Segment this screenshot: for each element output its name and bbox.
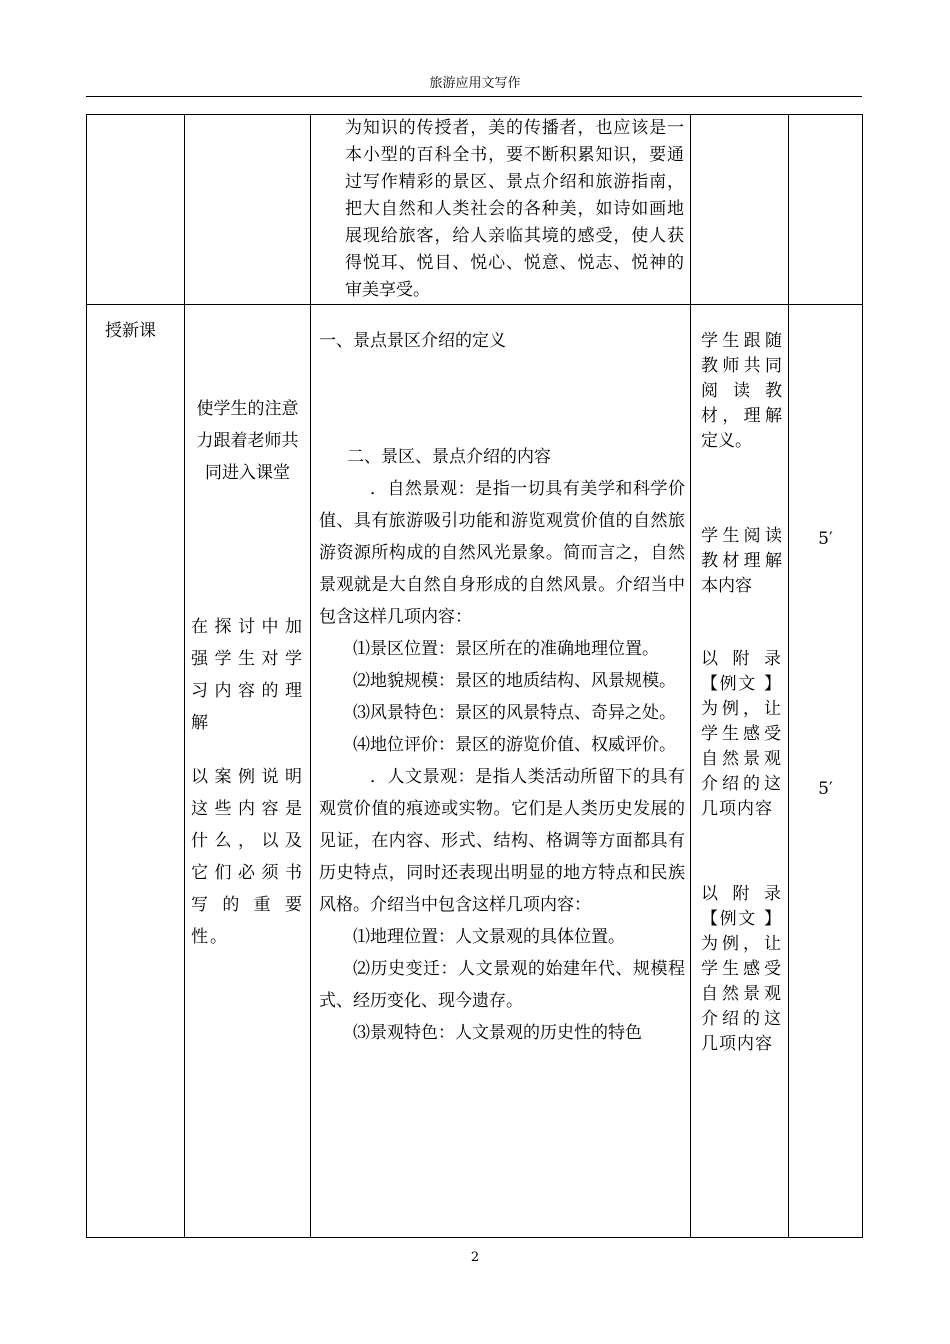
human-intro: ．人文景观：是指人类活动所留下的具有观赏价值的痕迹或实物。它们是人类历史发展的见证，在内容、形式、结构、格调等方面都具有历史特点，同时还表现出明显的地方特点和民族风格。介绍当中包含这样几项内容：: [319, 767, 685, 915]
table-row: [87, 305, 863, 1238]
activity-text: 学生跟随教师共同阅读教材，理解定义。: [701, 331, 782, 451]
section-heading: 一、景点景区介绍的定义: [319, 331, 506, 351]
time-cell: [789, 115, 863, 305]
list-item: ⑵历史变迁：人文景观的始建年代、规模程式、经历变化、现今遗存。: [319, 959, 685, 1011]
section-heading: 二、景区、景点介绍的内容: [347, 447, 551, 467]
goal-text: 在探讨中加强学生对学习内容的理解: [191, 617, 304, 733]
header-rule: [86, 96, 862, 97]
activity-cell: [691, 305, 789, 1238]
time-value: 5′: [818, 529, 833, 549]
content-cell: [311, 305, 691, 1238]
activity-text: 以附录【例文 】为例，让学生感受自然景观介绍的这几项内容: [701, 884, 782, 1054]
list-item: ⑷地位评价：景区的游览价值、权威评价。: [353, 735, 676, 755]
goal-text: 以案例说明这些内容是什么，以及它们必须书写的重要性。: [191, 767, 304, 947]
goal-text: 使学生的注意力跟着老师共同进入课堂: [196, 399, 299, 483]
list-item: ⑵地貌规模：景区的地质结构、风景规模。: [353, 671, 676, 691]
list-item: ⑴地理位置：人文景观的具体位置。: [353, 927, 625, 947]
list-item: ⑴景区位置：景区所在的准确地理位置。: [353, 639, 659, 659]
stage-label: 授新课: [105, 321, 156, 341]
time-cell: [789, 305, 863, 1238]
goal-cell: [185, 305, 311, 1238]
stage-cell: [87, 115, 185, 305]
page-number: 2: [470, 1250, 480, 1265]
content-cell: [311, 115, 691, 305]
intro-paragraph: 为知识的传授者，美的传播者，也应该是一本小型的百科全书，要不断积累知识，要通过写作精彩的景区、景点介绍和旅游指南，把大自然和人类社会的各种美，如诗如画地展现给旅客，给人亲临其境的感受，使人获得悦耳、悦目、悦心、悦意、悦志、悦神的审美享受。: [345, 118, 684, 300]
activity-text: 学生阅读教材理解本内容: [701, 526, 782, 596]
list-item: ⑶风景特色：景区的风景特点、奇异之处。: [353, 703, 676, 723]
stage-cell: [87, 305, 185, 1238]
time-value: 5′: [818, 779, 833, 799]
lesson-plan-table: [86, 114, 863, 1238]
goal-cell: [185, 115, 311, 305]
natural-intro: ．自然景观：是指一切具有美学和科学价值、具有旅游吸引功能和游览观赏价值的自然旅游资源所构成的自然风光景象。简而言之，自然景观就是大自然自身形成的自然风景。介绍当中包含这样几项内容：: [319, 479, 685, 627]
list-item: ⑶景观特色：人文景观的历史性的特色: [353, 1023, 642, 1043]
activity-text: 以附录【例文 】为例，让学生感受自然景观介绍的这几项内容: [701, 649, 782, 819]
table-row: [87, 115, 863, 305]
activity-cell: [691, 115, 789, 305]
page-header: 旅游应用文写作: [429, 76, 521, 91]
